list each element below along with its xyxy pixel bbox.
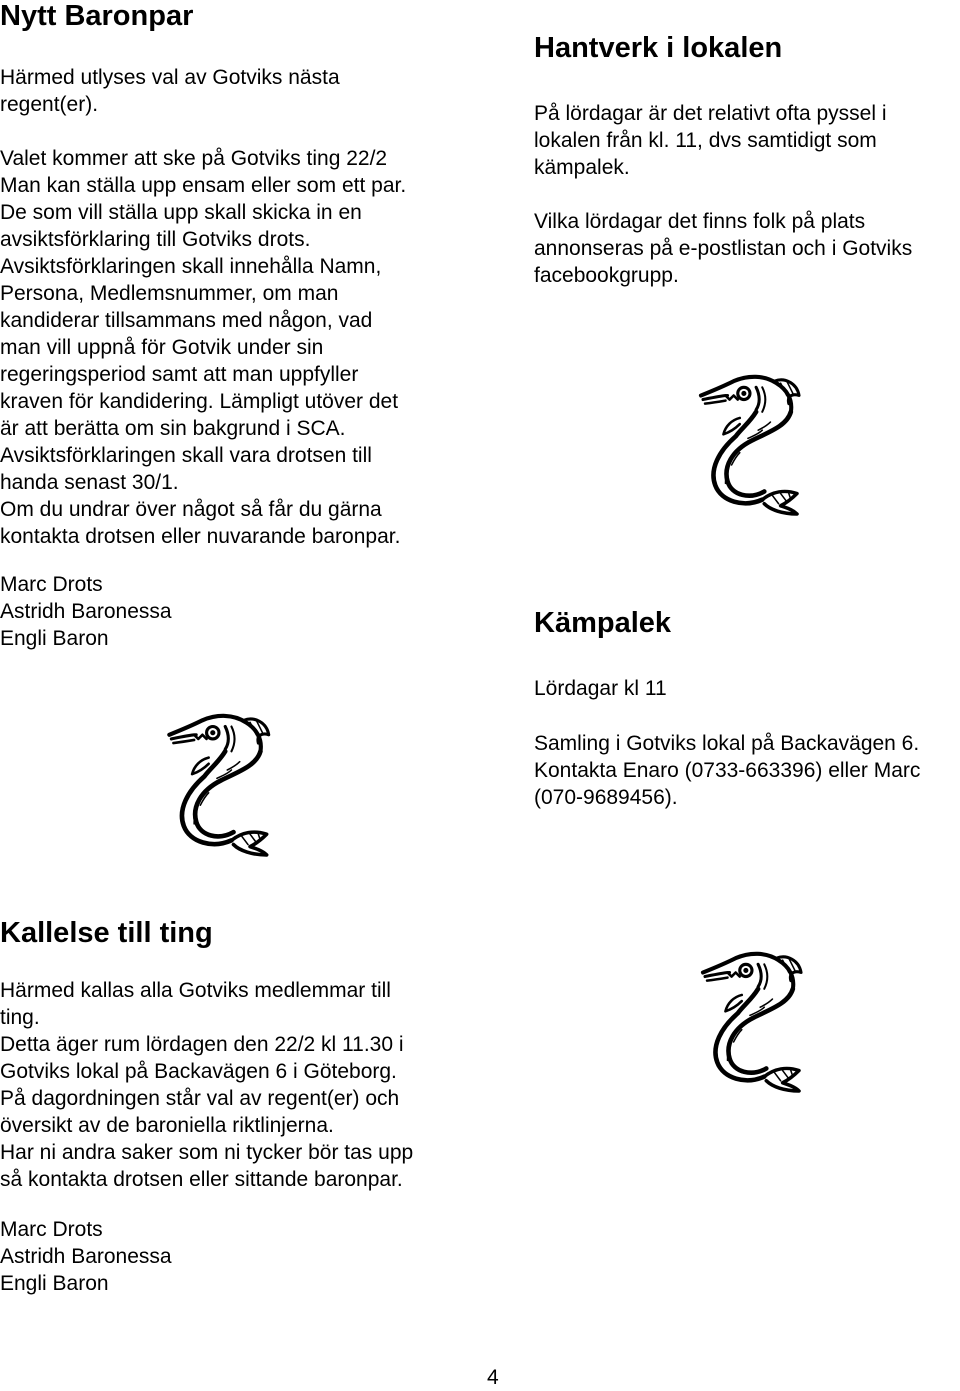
body-line: Härmed kallas alla Gotviks medlemmar till (0, 979, 391, 1002)
ting-signatures (0, 1216, 172, 1297)
body-line: lokalen från kl. 11, dvs samtidigt som (534, 129, 877, 152)
dolphin-emblem-icon (696, 373, 804, 516)
body-line: Man kan ställa upp ensam eller som ett par. (0, 174, 407, 197)
body-line: kontakta drotsen eller nuvarande baronpar. (0, 525, 401, 548)
body-line: Kontakta Enaro (0733-663396) eller Marc (534, 759, 921, 782)
signature-line: Engli Baron (0, 627, 109, 650)
section-title-nytt-baronpar: Nytt Baronpar (0, 0, 194, 32)
signature-line: Engli Baron (0, 1272, 109, 1295)
body-line: Vilka lördagar det finns folk på plats (534, 210, 866, 233)
body-line: Lördagar kl 11 (534, 677, 667, 700)
body-line: Persona, Medlemsnummer, om man (0, 282, 339, 305)
body-line: ting. (0, 1006, 40, 1029)
body-line: är att berätta om sin bakgrund i SCA. (0, 417, 346, 440)
body-line: Detta äger rum lördagen den 22/2 kl 11.30 i (0, 1033, 404, 1056)
dolphin-emblem-icon (164, 712, 274, 857)
body-line: På lördagar är det relativt ofta pyssel i (534, 102, 887, 125)
body-line: så kontakta drotsen eller sittande baronpar. (0, 1168, 403, 1191)
body-line: kraven för kandidering. Lämpligt utöver det (0, 390, 399, 413)
section-title-hantverk-i-lokalen: Hantverk i lokalen (534, 32, 783, 64)
kampalek-when (534, 675, 667, 702)
dolphin-emblem-icon (698, 950, 806, 1093)
body-line: man vill uppnå för Gotvik under sin (0, 336, 324, 359)
baronpar-intro (0, 64, 340, 118)
page-number: 4 (487, 1366, 499, 1389)
body-line: Gotviks lokal på Backavägen 6 i Göteborg. (0, 1060, 397, 1083)
hantverk-paragraph-2 (534, 208, 912, 289)
signature-line: Astridh Baronessa (0, 1245, 172, 1268)
body-line: facebookgrupp. (534, 264, 679, 287)
section-title-kallelse-till-ting: Kallelse till ting (0, 917, 213, 949)
body-line: Har ni andra saker som ni tycker bör tas upp (0, 1141, 414, 1164)
body-line: översikt av de baroniella riktlinjerna. (0, 1114, 334, 1137)
body-line: Om du undrar över något så får du gärna (0, 498, 382, 521)
body-line: På dagordningen står val av regent(er) och (0, 1087, 400, 1110)
body-line: kandiderar tillsammans med någon, vad (0, 309, 373, 332)
body-line: De som vill ställa upp skall skicka in en (0, 201, 362, 224)
body-line: Avsiktsförklaringen skall vara drotsen till (0, 444, 372, 467)
body-line: Avsiktsförklaringen skall innehålla Namn, (0, 255, 382, 278)
body-line: (070-9689456). (534, 786, 678, 809)
hantverk-paragraph-1 (534, 100, 887, 181)
signature-line: Marc Drots (0, 573, 103, 596)
body-line: Samling i Gotviks lokal på Backavägen 6. (534, 732, 920, 755)
body-line: annonseras på e-postlistan och i Gotviks (534, 237, 913, 260)
signature-line: Marc Drots (0, 1218, 103, 1241)
ting-body (0, 977, 413, 1193)
section-title-kampalek: Kämpalek (534, 607, 672, 639)
intro-line: regent(er). (0, 93, 99, 116)
baronpar-signatures (0, 571, 172, 652)
body-line: regeringsperiod samt att man uppfyller (0, 363, 359, 386)
baronpar-body (0, 145, 406, 550)
body-line: avsiktsförklaring till Gotviks drots. (0, 228, 311, 251)
signature-line: Astridh Baronessa (0, 600, 172, 623)
body-line: kämpalek. (534, 156, 630, 179)
body-line: Valet kommer att ske på Gotviks ting 22/2 (0, 147, 388, 170)
intro-line: Härmed utlyses val av Gotviks nästa (0, 66, 340, 89)
kampalek-body (534, 730, 920, 811)
body-line: handa senast 30/1. (0, 471, 179, 494)
